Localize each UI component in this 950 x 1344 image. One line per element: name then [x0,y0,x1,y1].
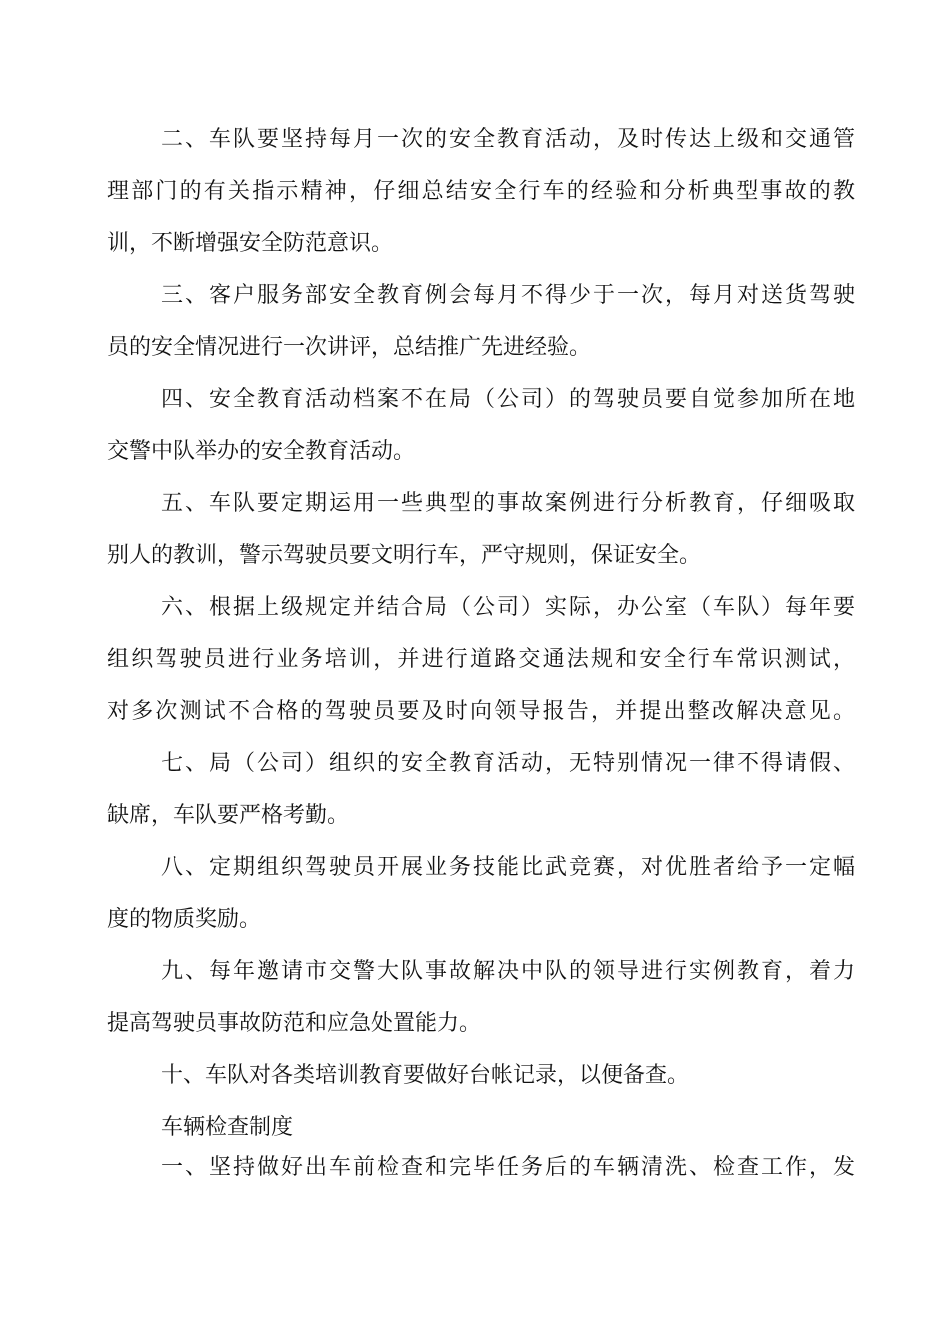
paragraph-line: 组织驾驶员进行业务培训，并进行道路交通法规和安全行车常识测试， [107,647,855,672]
paragraph-line: 理部门的有关指示精神，仔细总结安全行车的经验和分析典型事故的教 [107,179,855,204]
paragraph-line: 八、定期组织驾驶员开展业务技能比武竞赛，对优胜者给予一定幅 [161,855,855,880]
paragraph-line: 员的安全情况进行一次讲评，总结推广先进经验。 [107,335,592,360]
paragraph-line: 别人的教训，警示驾驶员要文明行车，严守规则，保证安全。 [107,543,702,568]
paragraph-line: 四、安全教育活动档案不在局（公司）的驾驶员要自觉参加所在地 [161,387,855,412]
paragraph-line: 六、根据上级规定并结合局（公司）实际，办公室（车队）每年要 [161,595,855,620]
paragraph-line: 缺席，车队要严格考勤。 [107,803,350,828]
paragraph-line: 九、每年邀请市交警大队事故解决中队的领导进行实例教育，着力 [161,959,855,984]
paragraph-line: 二、车队要坚持每月一次的安全教育活动，及时传达上级和交通管 [161,127,855,152]
paragraph-line: 三、客户服务部安全教育例会每月不得少于一次，每月对送货驾驶 [161,283,855,308]
paragraph-line: 交警中队举办的安全教育活动。 [107,439,416,464]
paragraph-line: 提高驾驶员事故防范和应急处置能力。 [107,1011,482,1036]
paragraph-line: 对多次测试不合格的驾驶员要及时向领导报告，并提出整改解决意见。 [107,699,855,724]
paragraph-line: 七、局（公司）组织的安全教育活动，无特别情况一律不得请假、 [161,751,855,776]
paragraph-line: 训，不断增强安全防范意识。 [107,231,394,256]
paragraph-line: 十、车队对各类培训教育要做好台帐记录，以便备查。 [161,1063,690,1088]
section-title: 车辆检查制度 [161,1115,294,1140]
paragraph-line: 一、坚持做好出车前检查和完毕任务后的车辆清洗、检查工作，发 [161,1155,855,1180]
paragraph-line: 五、车队要定期运用一些典型的事故案例进行分析教育，仔细吸取 [161,491,855,516]
paragraph-line: 度的物质奖励。 [107,907,262,932]
